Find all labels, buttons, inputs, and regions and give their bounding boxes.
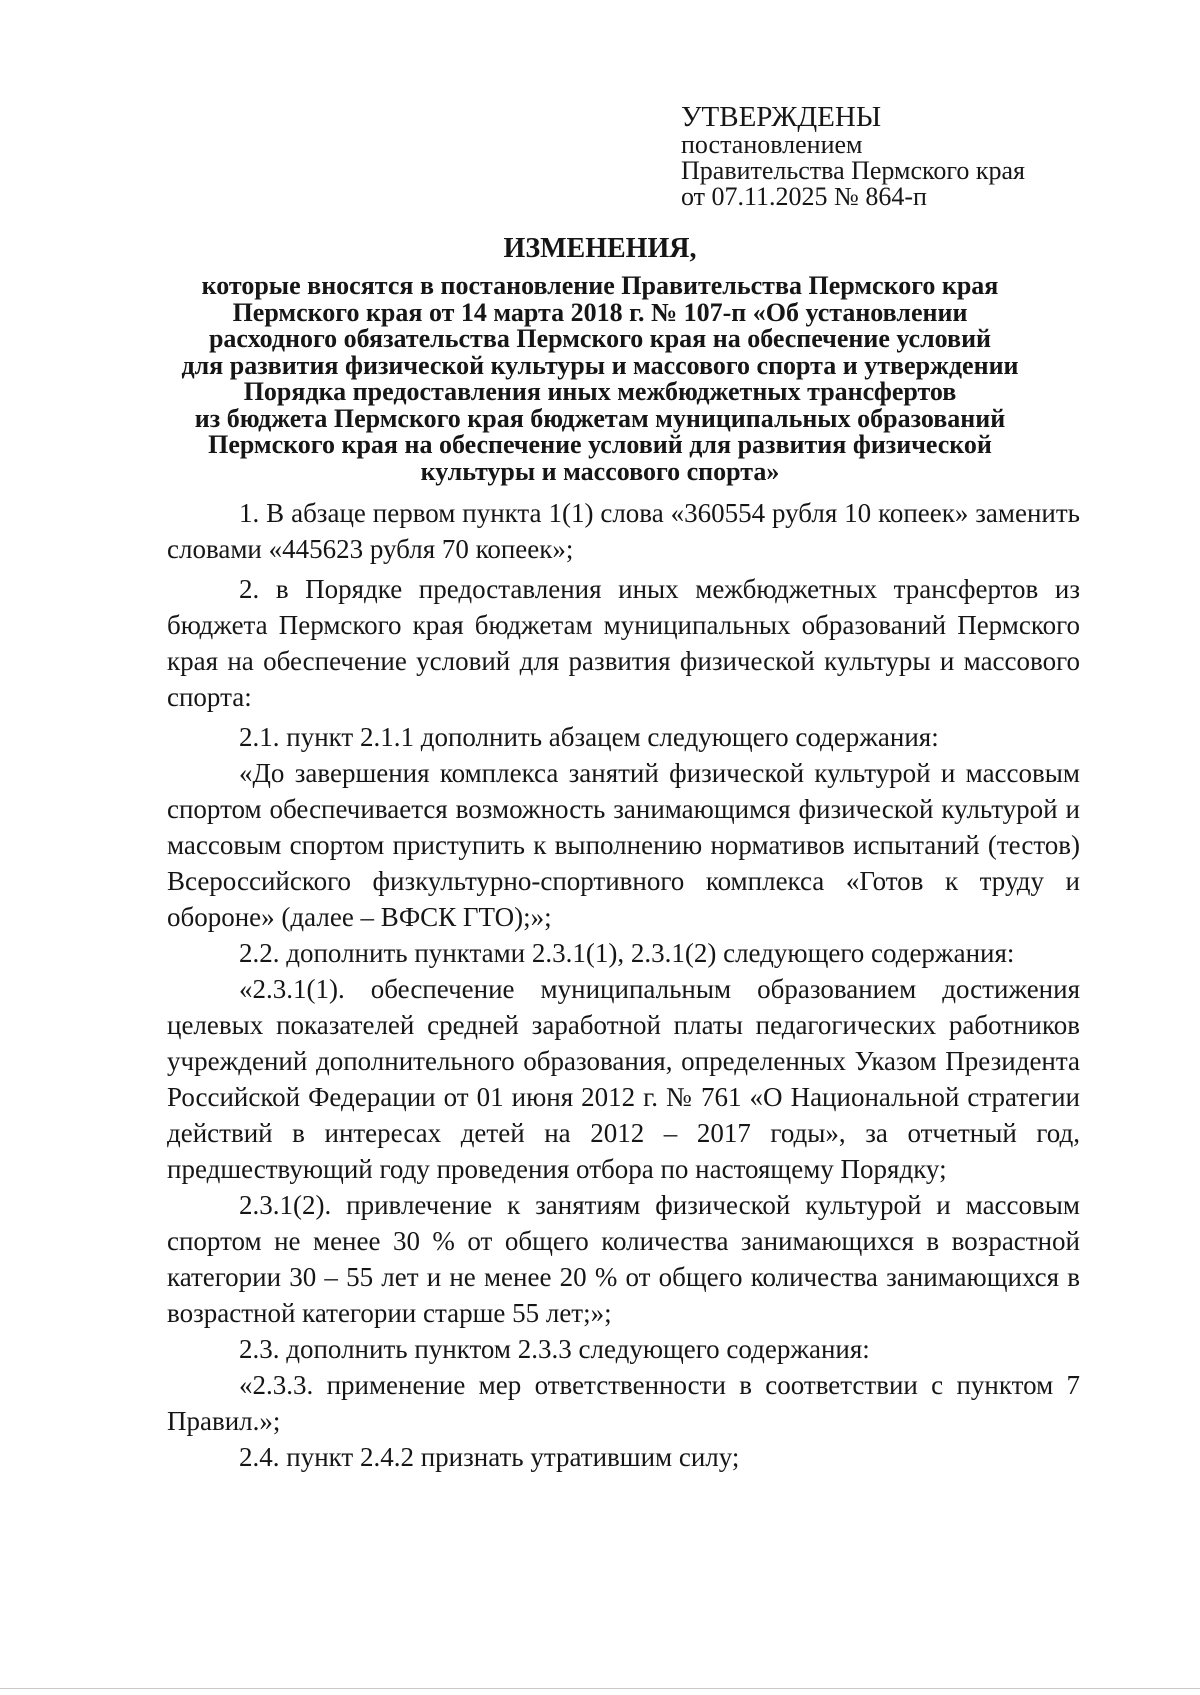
paragraph-item-2: 2. в Порядке предоставления иных межбюджетных трансфертов из бюджета Пермского края бюджетам муниципальных образований Пермского края на обеспечение условий для развития физической культуры и массового спорта: xyxy=(167,574,1080,712)
paragraph-item-2-4: 2.4. пункт 2.4.2 признать утратившим силу; xyxy=(239,1442,740,1472)
subtitle-line: расходного обязательства Пермского края на обеспечение условий xyxy=(208,324,992,353)
paragraph-quote-2-3-1-2: 2.3.1(2). привлечение к занятиям физической культурой и массовым спортом не менее 30 % от общего количества занимающихся в возрастной категории 30 – 55 лет и не менее 20 % от общего количества занимающихся в возрастной категории старше 55 лет;»; xyxy=(167,1190,1080,1328)
paragraph-item-2-1: 2.1. пункт 2.1.1 дополнить абзацем следующего содержания: xyxy=(239,722,939,752)
approval-stamp xyxy=(681,102,1025,210)
subtitle-line: Порядка предоставления иных межбюджетных трансфертов xyxy=(243,377,957,406)
document-body xyxy=(167,495,1080,1475)
subtitle-line: для развития физической культуры и массового спорта и утверждении xyxy=(181,350,1019,380)
scan-edge-mark xyxy=(0,1688,1200,1689)
paragraph-item-1: 1. В абзаце первом пункта 1(1) слова «360554 рубля 10 копеек» заменить словами «445623 рубля 70 копеек»; xyxy=(167,498,1080,564)
document-title: ИЗМЕНЕНИЯ, xyxy=(503,233,697,264)
approval-heading: УТВЕРЖДЕНЫ xyxy=(681,101,882,133)
subtitle-line: Пермского края на обеспечение условий для развития физической xyxy=(208,430,992,459)
document-subtitle xyxy=(150,273,1050,485)
approval-line: постановлением xyxy=(681,130,863,159)
subtitle-line: Пермского края от 14 марта 2018 г. № 107-п «Об установлении xyxy=(232,297,968,327)
subtitle-line: из бюджета Пермского края бюджетам муниципальных образований xyxy=(194,403,1006,433)
approval-line: Правительства Пермского края xyxy=(681,156,1025,185)
paragraph-item-2-3: 2.3. дополнить пунктом 2.3.3 следующего содержания: xyxy=(239,1334,870,1364)
subtitle-line: культуры и массового спорта» xyxy=(420,456,780,486)
approval-date-line: от 07.11.2025 № 864-п xyxy=(681,182,927,211)
paragraph-item-2-2: 2.2. дополнить пунктами 2.3.1(1), 2.3.1(2) следующего содержания: xyxy=(239,938,1015,968)
paragraph-quote-2-1-1: «До завершения комплекса занятий физической культурой и массовым спортом обеспечивается возможность занимающимся физической культурой и массовым спортом приступить к выполнению нормативов испытаний (тестов) Всероссийского физкультурно-спортивного комплекса «Готов к труду и обороне» (далее – ВФСК ГТО);»; xyxy=(167,758,1080,932)
paragraph-quote-2-3-3: «2.3.3. применение мер ответственности в соответствии с пунктом 7 Правил.»; xyxy=(167,1370,1080,1436)
subtitle-line: которые вносятся в постановление Правительства Пермского края xyxy=(201,271,999,300)
paragraph-quote-2-3-1-1: «2.3.1(1). обеспечение муниципальным образованием достижения целевых показателей средней заработной платы педагогических работников учреждений дополнительного образования, определенных Указом Президента Российской Федерации от 01 июня 2012 г. № 761 «О Национальной стратегии действий в интересах детей на 2012 – 2017 годы», за отчетный год, предшествующий году проведения отбора по настоящему Порядку; xyxy=(167,974,1080,1184)
